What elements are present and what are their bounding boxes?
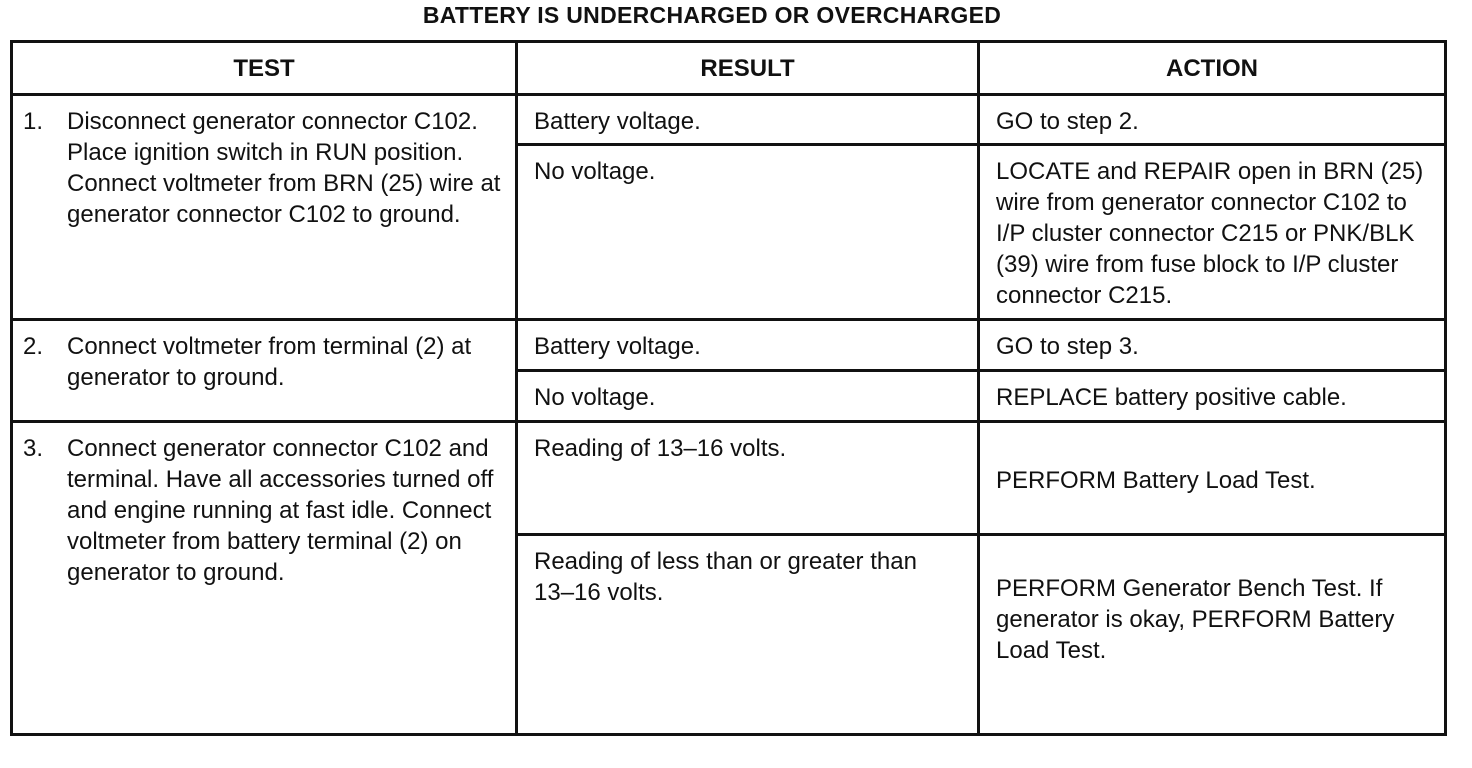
result-cell [517,535,979,735]
action-cell [979,145,1446,320]
action-text: REPLACE battery positive cable. [996,384,1347,411]
action-text: LOCATE and REPAIR open in BRN (25) wire from generator connector C102 to I/P cluster connector C215 or PNK/BLK (39) wire from fuse block to I/P cluster connector C215. [996,158,1424,309]
action-cell [979,422,1446,535]
diagnostic-table [10,40,1447,736]
step-number: 1. [23,108,44,135]
result-cell [517,371,979,422]
test-cell-step-2 [12,320,517,422]
test-description: Disconnect generator connector C102. Place ignition switch in RUN position. Connect voltmeter from BRN (25) wire at generator connector C102 to ground. [67,108,501,228]
header-row [12,42,1446,95]
table-row [12,95,1446,145]
action-text: GO to step 3. [996,333,1139,360]
header-test: TEST [12,42,517,95]
result-text: Battery voltage. [534,108,701,135]
result-text: Battery voltage. [534,333,701,360]
test-description: Connect generator connector C102 and terminal. Have all accessories turned off and engine running at fast idle. Connect voltmeter from battery terminal (2) on generator to ground. [67,435,494,586]
table-row [12,422,1446,535]
action-cell [979,535,1446,735]
action-text: PERFORM Generator Bench Test. If generator is okay, PERFORM Battery Load Test. [996,575,1395,664]
action-cell [979,371,1446,422]
result-cell [517,95,979,145]
result-text: Reading of less than or greater than 13–16 volts. [534,548,917,606]
result-text: No voltage. [534,158,656,185]
action-text: PERFORM Battery Load Test. [996,466,1316,494]
table-row [12,320,1446,371]
test-cell-step-3 [12,422,517,735]
header-action: ACTION [979,42,1446,95]
document-title: BATTERY IS UNDERCHARGED OR OVERCHARGED [422,2,1002,28]
step-number: 3. [23,435,44,462]
header-result: RESULT [517,42,979,95]
result-text: Reading of 13–16 volts. [534,435,787,462]
action-cell [979,95,1446,145]
result-cell [517,320,979,371]
test-description: Connect voltmeter from terminal (2) at generator to ground. [67,333,472,391]
action-text: GO to step 2. [996,108,1139,135]
action-cell [979,320,1446,371]
result-text: No voltage. [534,384,656,411]
test-cell-step-1 [12,95,517,320]
result-cell [517,145,979,320]
result-cell [517,422,979,535]
step-number: 2. [23,333,44,360]
